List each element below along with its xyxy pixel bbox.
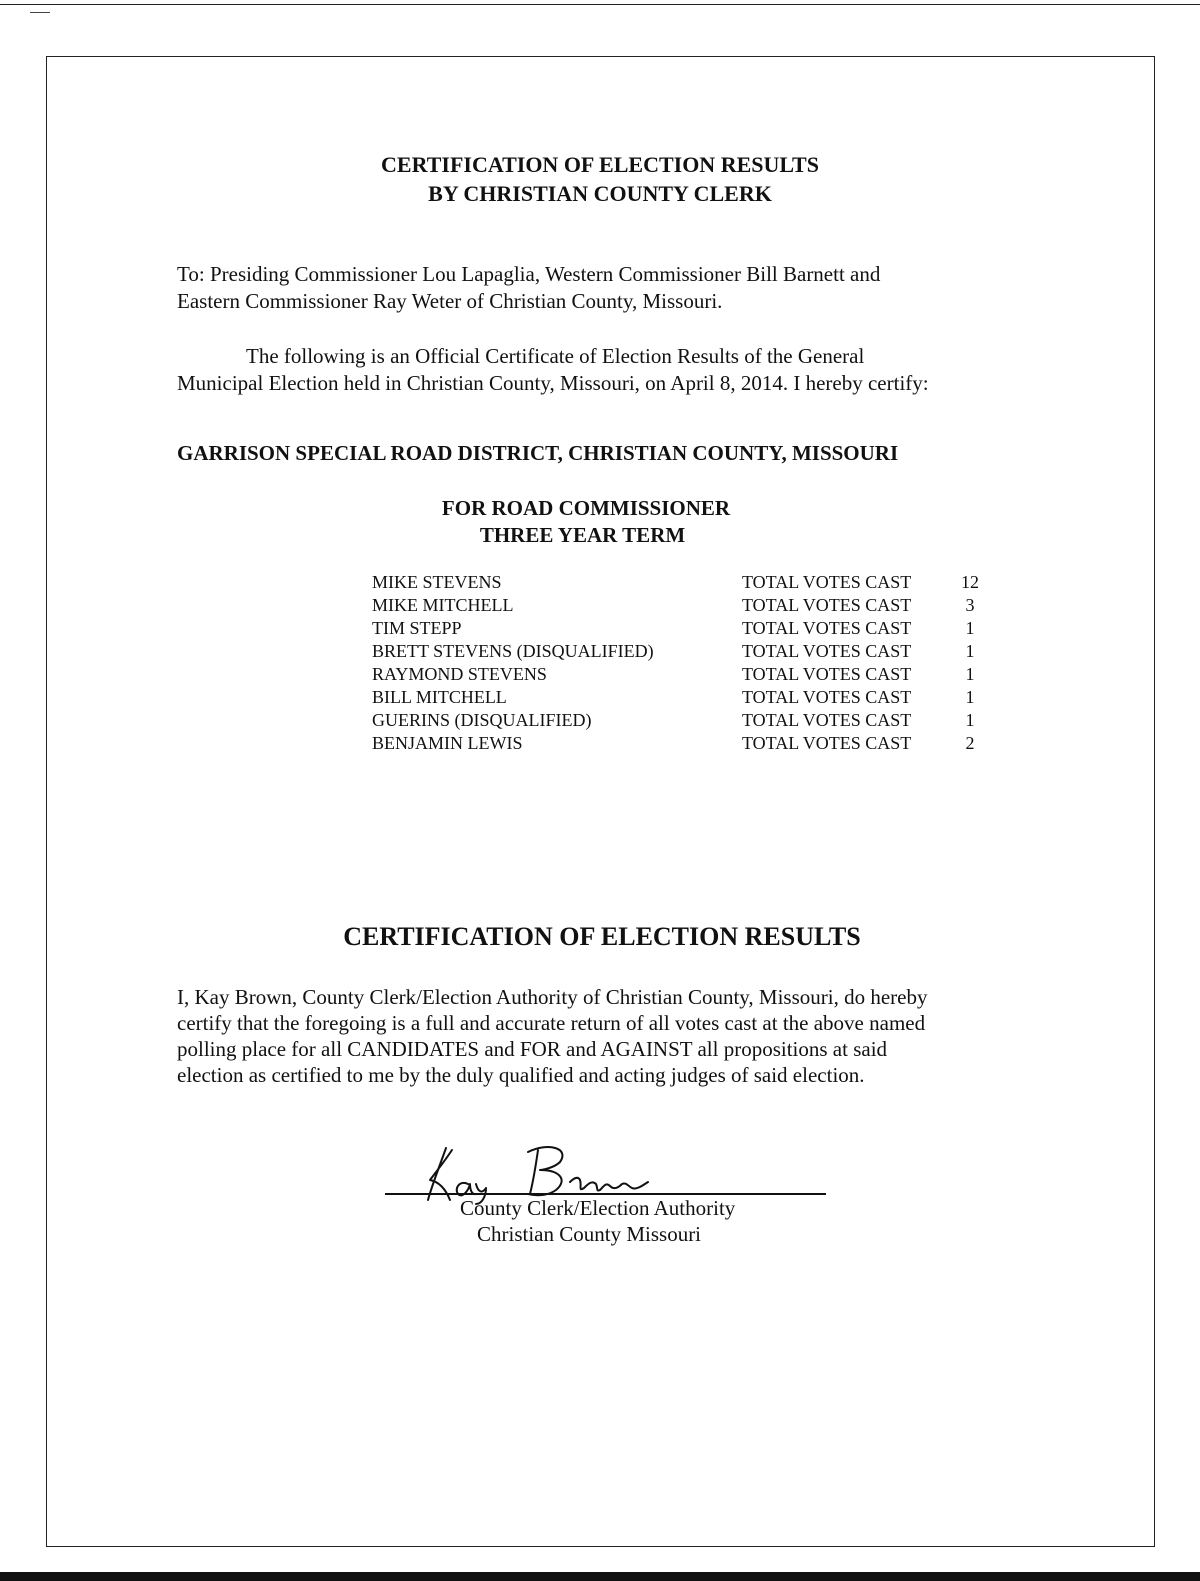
votes-label: TOTAL VOTES CAST [742,641,912,661]
candidate-name: BENJAMIN LEWIS [372,733,523,753]
result-row [372,641,992,664]
result-row [372,733,992,756]
vote-count: 1 [965,687,975,707]
votes-label: TOTAL VOTES CAST [742,710,912,730]
result-row [372,687,992,710]
candidate-name: BILL MITCHELL [372,687,507,707]
candidate-name: BRETT STEVENS (DISQUALIFIED) [372,641,654,661]
result-row [372,595,992,618]
votes-label: TOTAL VOTES CAST [742,595,912,615]
votes-label: TOTAL VOTES CAST [742,618,912,638]
signature-line [385,1193,826,1195]
certification-line-3: polling place for all CANDIDATES and FOR and AGAINST all propositions at said [177,1037,888,1061]
candidate-name: GUERINS (DISQUALIFIED) [372,710,592,730]
candidate-name: RAYMOND STEVENS [372,664,547,684]
votes-label: TOTAL VOTES CAST [742,733,912,753]
result-row [372,710,992,733]
vote-count: 1 [965,664,975,684]
document-title: CERTIFICATION OF ELECTION RESULTS [381,152,819,177]
candidate-name: MIKE MITCHELL [372,595,514,615]
intro-line-2: Municipal Election held in Christian County, Missouri, on April 8, 2014. I hereby certify: [177,371,929,395]
vote-count: 3 [965,595,975,615]
result-row [372,572,992,595]
candidate-name: MIKE STEVENS [372,572,502,592]
scan-top-mark [30,12,50,13]
vote-count: 2 [965,733,975,753]
certification-line-2: certify that the foregoing is a full and accurate return of all votes cast at the above named [177,1011,926,1035]
result-row [372,618,992,641]
votes-label: TOTAL VOTES CAST [742,572,912,592]
document-subtitle: BY CHRISTIAN COUNTY CLERK [428,181,772,206]
certification-line-1: I, Kay Brown, County Clerk/Election Authority of Christian County, Missouri, do hereby [177,985,928,1009]
term-heading: THREE YEAR TERM [479,523,686,547]
certification-heading: CERTIFICATION OF ELECTION RESULTS [343,922,861,951]
candidate-name: TIM STEPP [372,618,462,638]
vote-count: 1 [965,641,975,661]
vote-count: 1 [965,618,975,638]
scan-top-rule [0,4,1200,5]
vote-count: 1 [965,710,975,730]
votes-label: TOTAL VOTES CAST [742,687,912,707]
addressee-line-2: Eastern Commissioner Ray Weter of Christian County, Missouri. [177,289,723,313]
certification-line-4: election as certified to me by the duly qualified and acting judges of said election. [177,1063,865,1087]
addressee-line-1: To: Presiding Commissioner Lou Lapaglia, Western Commissioner Bill Barnett and [177,262,881,286]
signer-title: County Clerk/Election Authority [460,1196,736,1220]
office-heading: FOR ROAD COMMISSIONER [441,496,731,520]
vote-count: 12 [961,572,979,592]
district-heading: GARRISON SPECIAL ROAD DISTRICT, CHRISTIAN COUNTY, MISSOURI [177,441,899,465]
intro-line-1: The following is an Official Certificate of Election Results of the General [246,344,865,368]
scan-bottom-edge [0,1572,1200,1581]
result-row [372,664,992,687]
votes-label: TOTAL VOTES CAST [742,664,912,684]
signer-county: Christian County Missouri [477,1222,702,1246]
